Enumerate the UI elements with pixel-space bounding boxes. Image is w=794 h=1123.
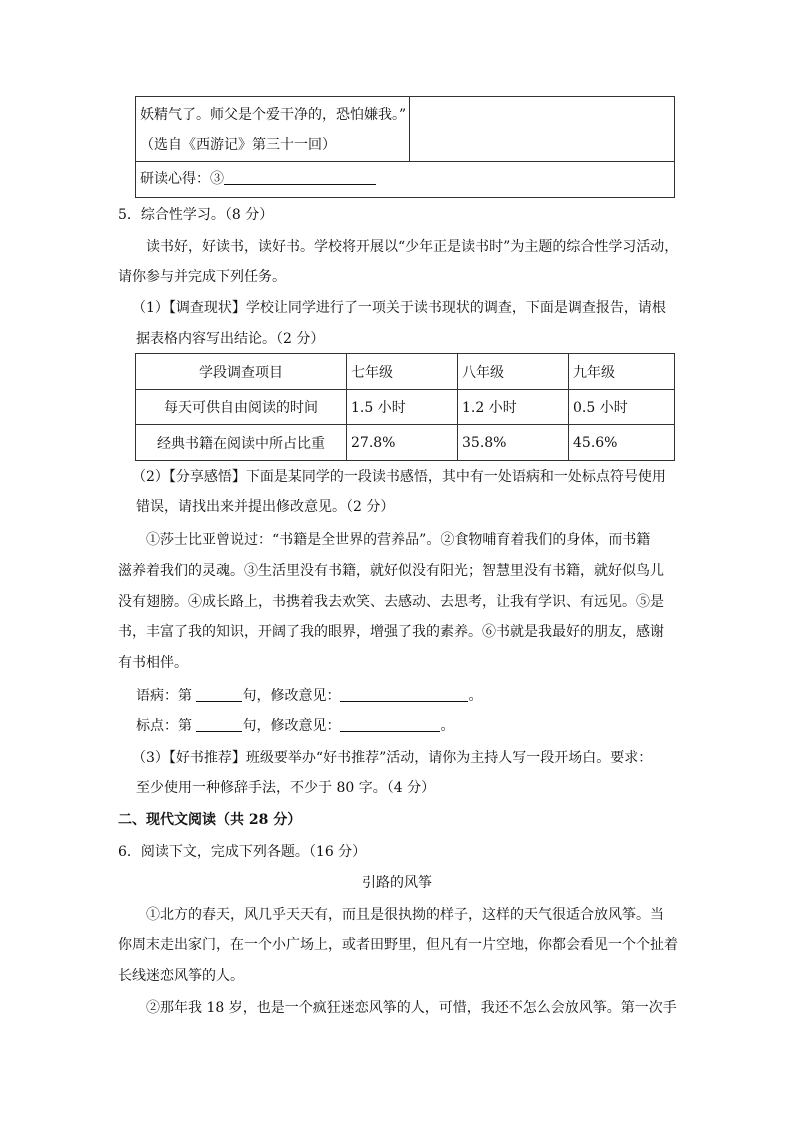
table-cell: 35.8% <box>458 425 569 461</box>
answer-label: 。 <box>468 688 483 704</box>
q5-task3-line-1: （3）【好书推荐】班级要举办“好书推荐”活动，请你为主持人写一段开场白。要求： <box>132 750 653 766</box>
revision-blank[interactable] <box>340 687 468 702</box>
reflection-cell <box>136 162 675 198</box>
table-row <box>136 425 675 461</box>
q5-task1-line-1: （1）【调查现状】学校让同学进行了一项关于读书现状的调查，下面是调查报告，请根 <box>132 300 666 316</box>
table-cell: 0.5 小时 <box>569 390 675 425</box>
table-header-cell: 八年级 <box>458 354 569 390</box>
section-heading: 二、现代文阅读（共 28 分） <box>118 812 302 828</box>
table-cell: 27.8% <box>347 425 458 461</box>
article-line: 长线迷恋风筝的人。 <box>118 968 244 984</box>
article-line: ①北方的春天，风几乎天天有，而且是很执拗的样子，这样的天气很适合放风筝。当 <box>146 907 664 923</box>
answer-label: 语病：第 <box>136 688 197 704</box>
passage-line: 滋养着我们的灵魂。③生活里没有书籍，就好似没有阳光；智慧里没有书籍，就好似鸟儿 <box>118 563 664 579</box>
q5-task2-line-1: （2）【分享感悟】下面是某同学的一段读书感悟，其中有一处语病和一处标点符号使用 <box>132 469 666 485</box>
passage-line: 有书相伴。 <box>118 655 188 671</box>
table-cell: 45.6% <box>569 425 675 461</box>
revision-blank[interactable] <box>340 717 440 732</box>
reflection-blank[interactable] <box>224 170 376 185</box>
table-cell: 经典书籍在阅读中所占比重 <box>136 425 347 461</box>
passage-line: 书，丰富了我的知识，开阔了我的眼界，增强了我的素养。⑥书就是我最好的朋友，感谢 <box>118 624 664 640</box>
answer-label: 句，修改意见： <box>242 718 341 734</box>
table-cell: 1.5 小时 <box>347 390 458 425</box>
excerpt-box <box>135 96 675 198</box>
table-cell: 1.2 小时 <box>458 390 569 425</box>
article-line: ②那年我 18 岁，也是一个疯狂迷恋风筝的人，可惜，我还不怎么会放风筝。第一次手 <box>146 1000 677 1016</box>
answer-label: 标点：第 <box>136 718 197 734</box>
table-row <box>136 390 675 425</box>
q5-heading: 5．综合性学习。（8 分） <box>118 207 274 223</box>
table-header-cell: 七年级 <box>347 354 458 390</box>
q5-task3-line-2: 至少使用一种修辞手法，不少于 80 字。（4 分） <box>136 780 436 796</box>
article-line: 你周末走出家门，在一个小广场上，或者田野里，但凡有一片空地，你都会看见一个个扯着 <box>118 937 678 953</box>
sentence-number-blank[interactable] <box>196 687 242 702</box>
excerpt-source: （选自《西游记》第三十一回） <box>140 137 336 153</box>
table-header-row <box>136 354 675 390</box>
excerpt-quote: 妖精气了。师父是个爱干净的，恐怕嫌我。” <box>140 107 407 123</box>
table-cell: 每天可供自由阅读的时间 <box>136 390 347 425</box>
answer-grammar-line <box>136 686 482 706</box>
table-header-cell: 九年级 <box>569 354 675 390</box>
passage-line: 没有翅膀。④成长路上，书携着我去欢笑、去感动、去思考，让我有学识、有远见。⑤是 <box>118 594 664 610</box>
answer-label: 。 <box>440 718 455 734</box>
q5-intro-line-1: 读书好，好读书，读好书。学校将开展以“少年正是读书时”为主题的综合性学习活动， <box>146 239 679 255</box>
reflection-label: 研读心得：③ <box>140 171 224 187</box>
article-title: 引路的风筝 <box>362 875 432 891</box>
q5-task1-line-2: 据表格内容写出结论。（2 分） <box>136 331 325 347</box>
excerpt-empty-cell <box>410 97 675 162</box>
sentence-number-blank[interactable] <box>196 717 242 732</box>
answer-punct-line <box>136 716 454 736</box>
survey-table <box>135 353 675 461</box>
q5-task2-line-2: 错误，请找出来并提出修改意见。（2 分） <box>136 499 395 515</box>
answer-label: 句，修改意见： <box>242 688 341 704</box>
q5-intro-line-2: 请你参与并完成下列任务。 <box>118 269 286 285</box>
table-header-cell: 学段调查项目 <box>136 354 347 390</box>
q6-heading: 6．阅读下文，完成下列各题。（16 分） <box>118 844 367 860</box>
passage-line: ①莎士比亚曾说过：“书籍是全世界的营养品”。②食物哺育着我们的身体，而书籍 <box>146 532 651 548</box>
excerpt-cell <box>136 97 410 162</box>
